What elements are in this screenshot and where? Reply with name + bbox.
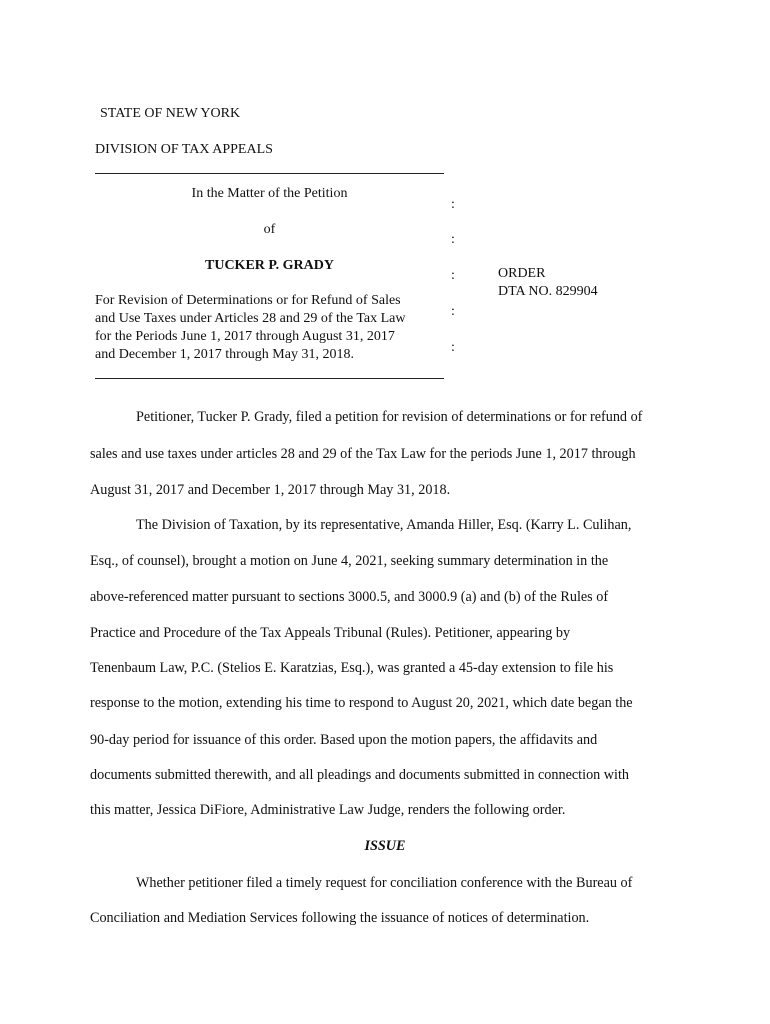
petitioner-name: TUCKER P. GRADY: [205, 258, 334, 273]
paragraph-line: The Division of Taxation, by its representative, Amanda Hiller, Esq. (Karry L. Culihan,: [136, 517, 632, 533]
paragraph-line: Whether petitioner filed a timely request for conciliation conference with the Bureau of: [136, 875, 633, 891]
dta-number: DTA NO. 829904: [498, 284, 598, 299]
caption-description-line: for the Periods June 1, 2017 through August 31, 2017: [95, 329, 395, 344]
paragraph-line: 90-day period for issuance of this order. Based upon the motion papers, the affidavits and: [90, 732, 598, 748]
caption-colon: :: [451, 232, 455, 247]
caption-top-rule: [95, 173, 444, 174]
state-heading: STATE OF NEW YORK: [100, 106, 241, 121]
caption-colon: :: [451, 268, 455, 283]
paragraph-line: Esq., of counsel), brought a motion on June 4, 2021, seeking summary determination in the: [90, 553, 609, 569]
caption-colon: :: [451, 304, 455, 319]
caption-bottom-rule: [95, 378, 444, 379]
paragraph-line: this matter, Jessica DiFiore, Administrative Law Judge, renders the following order.: [90, 802, 566, 818]
caption-description-line: and December 1, 2017 through May 31, 2018.: [95, 347, 354, 362]
caption-description-line: and Use Taxes under Articles 28 and 29 of the Tax Law: [95, 311, 406, 326]
caption-description-line: For Revision of Determinations or for Refund of Sales: [95, 293, 401, 308]
issue-heading: ISSUE: [364, 838, 406, 854]
matter-line: In the Matter of the Petition: [191, 186, 348, 201]
paragraph-line: above-referenced matter pursuant to sections 3000.5, and 3000.9 (a) and (b) of the Rules of: [90, 589, 609, 605]
caption-colon: :: [451, 340, 455, 355]
order-label: ORDER: [498, 266, 546, 281]
paragraph-line: sales and use taxes under articles 28 and 29 of the Tax Law for the periods June 1, 2017 through: [90, 446, 636, 462]
paragraph-line: August 31, 2017 and December 1, 2017 through May 31, 2018.: [90, 482, 451, 498]
caption-colon: :: [451, 197, 455, 212]
paragraph-line: Tenenbaum Law, P.C. (Stelios E. Karatzias, Esq.), was granted a 45-day extension to file his: [90, 660, 614, 676]
paragraph-line: Conciliation and Mediation Services following the issuance of notices of determination.: [90, 910, 590, 926]
paragraph-line: Practice and Procedure of the Tax Appeals Tribunal (Rules). Petitioner, appearing by: [90, 625, 571, 641]
paragraph-line: documents submitted therewith, and all pleadings and documents submitted in connection with: [90, 767, 630, 783]
division-heading: DIVISION OF TAX APPEALS: [95, 142, 273, 157]
paragraph-line: response to the motion, extending his time to respond to August 20, 2021, which date began the: [90, 695, 633, 711]
of-line: of: [263, 222, 276, 237]
paragraph-line: Petitioner, Tucker P. Grady, filed a petition for revision of determinations or for refund of: [136, 409, 643, 425]
